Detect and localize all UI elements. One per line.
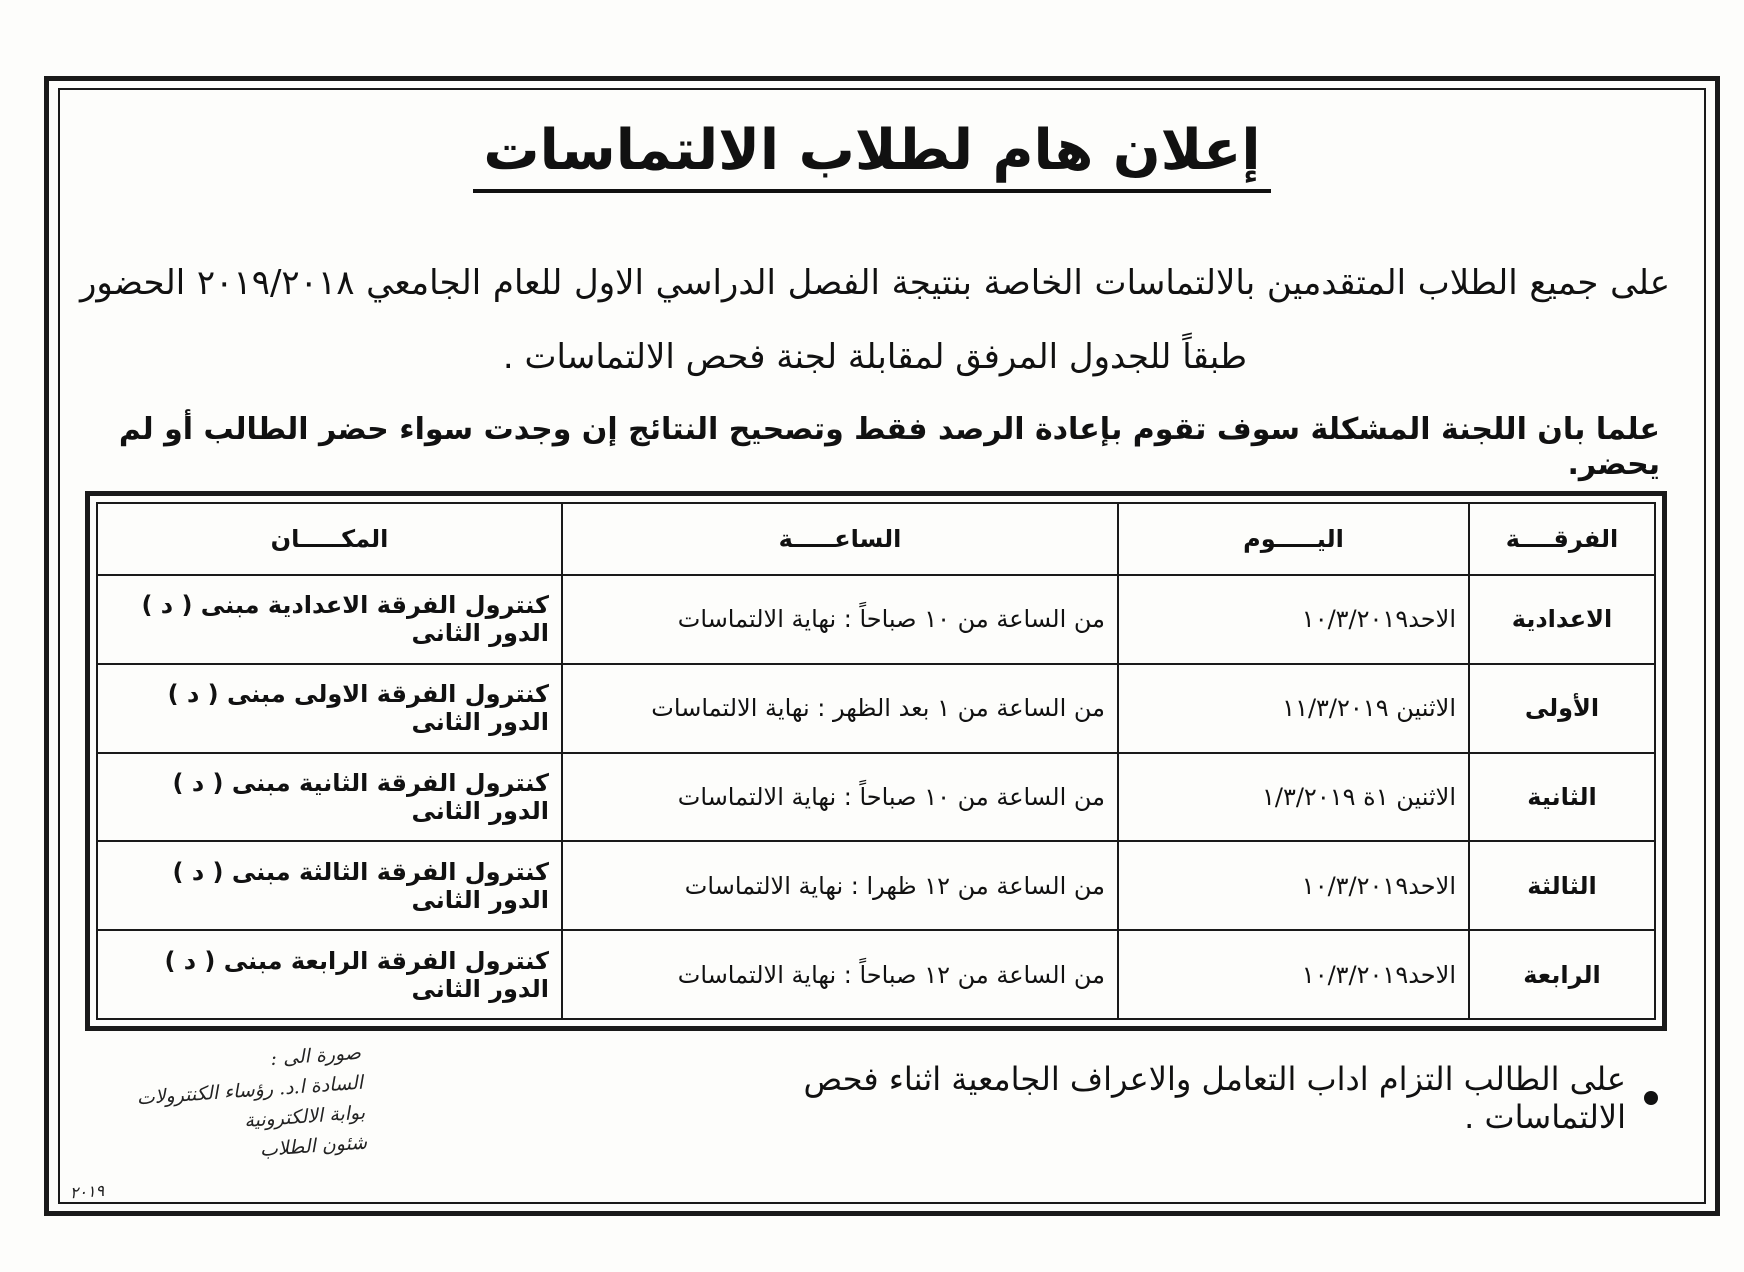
announcement-title — [0, 118, 1744, 193]
table-row — [97, 753, 1655, 842]
cell-level: الأولى — [1469, 664, 1655, 753]
cell-day: الاحد١٠/٣/٢٠١٩ — [1118, 930, 1469, 1019]
cell-place: كنترول الفرقة الاولى مبنى ( د ) الدور الثانى — [97, 664, 562, 753]
cell-time: من الساعة من ١٠ صباحاً : نهاية الالتماسات — [562, 575, 1118, 664]
cell-day: الاحد١٠/٣/٢٠١٩ — [1118, 575, 1469, 664]
cc-item: بوابة الالكترونية — [243, 1101, 366, 1132]
handwritten-cc-note — [60, 1038, 371, 1229]
header-place: المكـــــان — [97, 503, 562, 575]
cell-time: من الساعة من ١٢ صباحاً : نهاية الالتماسات — [562, 930, 1118, 1019]
cell-level: الثانية — [1469, 753, 1655, 842]
title-text: إعلان هام لطلاب الالتماسات — [473, 118, 1270, 193]
table-row — [97, 841, 1655, 930]
cell-place: كنترول الفرقة الرابعة مبنى ( د ) الدور الثانى — [97, 930, 562, 1019]
cc-heading: صورة الى : — [269, 1041, 362, 1070]
cc-year: ٢٠١٩ — [69, 1180, 105, 1203]
notice-text: علما بان اللجنة المشكلة سوف تقوم بإعادة الرصد فقط وتصحيح النتائج إن وجدت سواء حضر الطالب أو لم يحضر. — [118, 412, 1660, 482]
cell-place: كنترول الفرقة الثالثة مبنى ( د ) الدور الثانى — [97, 841, 562, 930]
header-day: اليـــــوم — [1118, 503, 1469, 575]
cell-day: الاثنين ١ة ١/٣/٢٠١٩ — [1118, 753, 1469, 842]
cc-item: شئون الطلاب — [259, 1131, 368, 1161]
header-level: الفرقــــة — [1469, 503, 1655, 575]
cell-place: كنترول الفرقة الثانية مبنى ( د ) الدور الثانى — [97, 753, 562, 842]
cell-time: من الساعة من ١ بعد الظهر : نهاية الالتماسات — [562, 664, 1118, 753]
header-time: الساعـــــة — [562, 503, 1118, 575]
table-row — [97, 930, 1655, 1019]
rule-text: على الطالب التزام اداب التعامل والاعراف الجامعية اثناء فحص الالتماسات . — [803, 1060, 1626, 1136]
cell-level: الرابعة — [1469, 930, 1655, 1019]
cell-time: من الساعة من ١٠ صباحاً : نهاية الالتماسات — [562, 753, 1118, 842]
table-row — [97, 575, 1655, 664]
bullet-icon — [1644, 1091, 1658, 1105]
cc-item: السادة ا.د. رؤساء الكنترولات — [136, 1071, 364, 1110]
cell-place: كنترول الفرقة الاعدادية مبنى ( د ) الدور الثانى — [97, 575, 562, 664]
conduct-rule — [688, 1060, 1658, 1136]
cell-level: الثالثة — [1469, 841, 1655, 930]
cell-day: الاثنين ١١/٣/٢٠١٩ — [1118, 664, 1469, 753]
cell-day: الاحد١٠/٣/٢٠١٩ — [1118, 841, 1469, 930]
table-header-row — [97, 503, 1655, 575]
schedule-table — [96, 502, 1656, 1020]
table-row — [97, 664, 1655, 753]
intro-paragraph: على جميع الطلاب المتقدمين بالالتماسات الخاصة بنتيجة الفصل الدراسي الاول للعام الجامعي ٢٠١٩/٢٠١٨ الحضور طبقاً للجدول المرفق لمقابلة لجنة فحص الالتماسات . — [80, 263, 1670, 377]
cell-level: الاعدادية — [1469, 575, 1655, 664]
cell-time: من الساعة من ١٢ ظهرا : نهاية الالتماسات — [562, 841, 1118, 930]
